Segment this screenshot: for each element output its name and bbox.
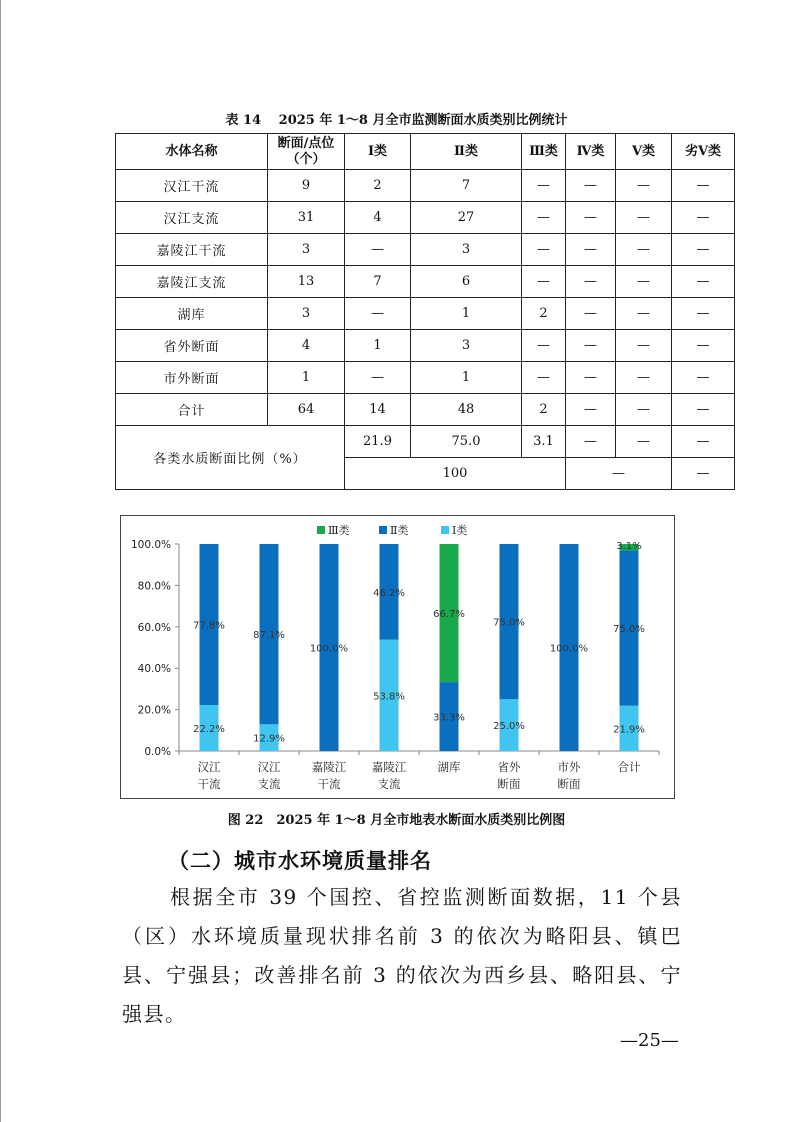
y-tick-label: 60.0% xyxy=(137,621,171,634)
table-row xyxy=(116,330,735,362)
cell-c5: — xyxy=(616,234,672,266)
cell-name: 湖库 xyxy=(116,298,268,330)
x-tick-label: 断面 xyxy=(497,777,521,791)
cell-c3: — xyxy=(522,234,566,266)
cell-c5: — xyxy=(616,266,672,298)
page-number: —25— xyxy=(620,1030,679,1051)
cell-c1: 4 xyxy=(345,202,411,234)
y-tick-label: 100.0% xyxy=(130,539,171,551)
header-class-5: Ⅴ类 xyxy=(616,134,672,170)
ratio-c2: 75.0 xyxy=(411,426,522,458)
data-label: 87.1% xyxy=(253,630,285,642)
cell-c1: — xyxy=(345,234,411,266)
cell-c5: — xyxy=(616,362,672,394)
cell-c4: — xyxy=(566,266,616,298)
cell-c1: 7 xyxy=(345,266,411,298)
y-tick-label: 80.0% xyxy=(137,580,171,593)
cell-c2: 1 xyxy=(411,298,522,330)
data-label: 12.9% xyxy=(253,733,285,745)
ratio-good-total: 100 xyxy=(345,458,566,490)
data-label: 33.3% xyxy=(433,712,465,724)
data-label: 46.2% xyxy=(373,587,405,599)
body-paragraph: 根据全市 39 个国控、省控监测断面数据，11 个县（区）水环境质量现状排名前 3 的依次为略阳县、镇巴县、宁强县；改善排名前 3 的依次为西乡县、略阳县、宁强县。 xyxy=(122,885,682,1026)
header-class-3: Ⅲ类 xyxy=(522,134,566,170)
cell-c4: — xyxy=(566,330,616,362)
cell-c6: — xyxy=(672,266,735,298)
data-label: 25.0% xyxy=(493,721,525,733)
x-tick-label: 干流 xyxy=(317,777,341,791)
cell-count: 3 xyxy=(268,298,345,330)
cell-c4: — xyxy=(566,202,616,234)
x-tick-label: 干流 xyxy=(197,777,221,791)
ratio-c5: — xyxy=(616,426,672,458)
cell-c3: 2 xyxy=(522,394,566,426)
x-tick-label: 支流 xyxy=(377,777,401,791)
ratio-c6: — xyxy=(672,426,735,458)
data-label: 22.2% xyxy=(193,724,225,736)
header-count xyxy=(268,134,345,170)
ratio-label: 各类水质断面比例（%） xyxy=(116,426,345,490)
cell-c3: — xyxy=(522,266,566,298)
cell-name: 省外断面 xyxy=(116,330,268,362)
legend-label: Ⅰ类 xyxy=(452,524,468,537)
cell-c6: — xyxy=(672,202,735,234)
x-tick-label: 湖库 xyxy=(437,760,461,774)
section-heading: （二）城市水环境质量排名 xyxy=(168,848,432,873)
cell-c4: — xyxy=(566,394,616,426)
cell-count: 64 xyxy=(268,394,345,426)
cell-c5: — xyxy=(616,394,672,426)
legend-swatch xyxy=(441,526,449,534)
x-tick-label: 合计 xyxy=(617,760,641,774)
cell-name: 嘉陵江支流 xyxy=(116,266,268,298)
cell-c3: — xyxy=(522,202,566,234)
cell-c6: — xyxy=(672,362,735,394)
ratio-c3: 3.1 xyxy=(522,426,566,458)
legend-swatch xyxy=(317,526,325,534)
cell-count: 3 xyxy=(268,234,345,266)
cell-c1: 2 xyxy=(345,170,411,202)
cell-name: 市外断面 xyxy=(116,362,268,394)
legend-swatch xyxy=(379,526,387,534)
table-row xyxy=(116,362,735,394)
cell-c4: — xyxy=(566,170,616,202)
x-tick-label: 断面 xyxy=(557,777,581,791)
cell-c3: — xyxy=(522,330,566,362)
ratio-row xyxy=(116,426,735,458)
data-label: 100.0% xyxy=(309,643,349,655)
cell-c1: 14 xyxy=(345,394,411,426)
header-class-1: Ⅰ类 xyxy=(345,134,411,170)
x-tick-label: 嘉陵江 xyxy=(371,760,407,774)
cell-c1: 1 xyxy=(345,330,411,362)
header-class-2: Ⅱ类 xyxy=(411,134,522,170)
cell-c6: — xyxy=(672,298,735,330)
page-edge xyxy=(0,0,1,1122)
legend-label: Ⅱ类 xyxy=(390,524,409,537)
x-tick-label: 省外 xyxy=(497,760,521,774)
data-label: 53.8% xyxy=(373,691,405,703)
cell-name: 合计 xyxy=(116,394,268,426)
header-count-line1: 断面/点位 xyxy=(277,135,335,151)
header-class-4: Ⅳ类 xyxy=(566,134,616,170)
cell-count: 13 xyxy=(268,266,345,298)
cell-c1: — xyxy=(345,298,411,330)
ratio-c4: — xyxy=(566,426,616,458)
y-tick-label: 40.0% xyxy=(137,663,171,676)
cell-count: 31 xyxy=(268,202,345,234)
cell-c5: — xyxy=(616,170,672,202)
cell-c2: 6 xyxy=(411,266,522,298)
cell-c1: — xyxy=(345,362,411,394)
x-tick-label: 嘉陵江 xyxy=(311,760,347,774)
cell-c2: 7 xyxy=(411,170,522,202)
cell-c4: — xyxy=(566,362,616,394)
cell-c3: — xyxy=(522,170,566,202)
x-tick-label: 汉江 xyxy=(257,760,281,774)
cell-count: 4 xyxy=(268,330,345,362)
table-caption: 表 14 2025 年 1～8 月全市监测断面水质类别比例统计 xyxy=(225,113,568,128)
cell-c5: — xyxy=(616,330,672,362)
stacked-bar-chart xyxy=(120,515,675,799)
cell-c2: 48 xyxy=(411,394,522,426)
table-row xyxy=(116,394,735,426)
cell-c6: — xyxy=(672,330,735,362)
x-tick-label: 汉江 xyxy=(197,760,221,774)
cell-c2: 27 xyxy=(411,202,522,234)
data-label: 66.7% xyxy=(433,609,465,621)
cell-name: 嘉陵江干流 xyxy=(116,234,268,266)
cell-c6: — xyxy=(672,234,735,266)
y-tick-label: 0.0% xyxy=(144,746,171,758)
data-label: 75.0% xyxy=(493,617,525,629)
cell-c3: — xyxy=(522,362,566,394)
header-count-line2: （个） xyxy=(286,151,326,167)
cell-c2: 3 xyxy=(411,330,522,362)
cell-count: 9 xyxy=(268,170,345,202)
cell-c2: 3 xyxy=(411,234,522,266)
cell-c5: — xyxy=(616,298,672,330)
x-tick-label: 市外 xyxy=(557,760,581,774)
cell-c3: 2 xyxy=(522,298,566,330)
chart-svg xyxy=(121,516,674,798)
ratio-c6-second: — xyxy=(672,458,735,490)
table-row xyxy=(116,234,735,266)
ratio-c1: 21.9 xyxy=(345,426,411,458)
cell-c5: — xyxy=(616,202,672,234)
cell-c4: — xyxy=(566,298,616,330)
water-quality-table xyxy=(115,133,735,490)
table-row xyxy=(116,202,735,234)
cell-c6: — xyxy=(672,170,735,202)
cell-name: 汉江干流 xyxy=(116,170,268,202)
table-row xyxy=(116,170,735,202)
data-label: 75.0% xyxy=(613,624,645,636)
y-tick-label: 20.0% xyxy=(137,704,171,717)
data-label: 21.9% xyxy=(613,724,645,736)
table-header-row xyxy=(116,134,735,170)
cell-name: 汉江支流 xyxy=(116,202,268,234)
data-label: 100.0% xyxy=(549,643,589,655)
ratio-c45-merged: — xyxy=(566,458,672,490)
header-name: 水体名称 xyxy=(116,134,268,170)
header-class-6: 劣Ⅴ类 xyxy=(672,134,735,170)
cell-c6: — xyxy=(672,394,735,426)
table-row xyxy=(116,298,735,330)
cell-c2: 1 xyxy=(411,362,522,394)
cell-c4: — xyxy=(566,234,616,266)
table-row xyxy=(116,266,735,298)
data-label: 3.1% xyxy=(616,541,642,552)
x-tick-label: 支流 xyxy=(257,777,281,791)
cell-count: 1 xyxy=(268,362,345,394)
data-label: 77.8% xyxy=(193,620,225,632)
legend-label: Ⅲ类 xyxy=(328,524,350,537)
figure-caption: 图 22 2025 年 1～8 月全市地表水断面水质类别比例图 xyxy=(227,813,566,828)
